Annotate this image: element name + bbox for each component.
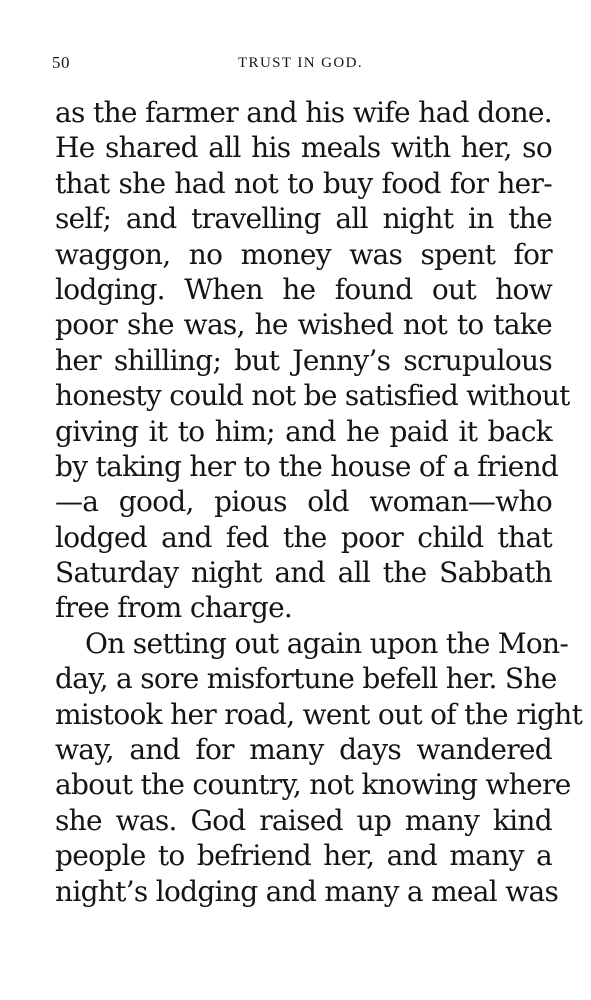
text-line-7: poor she was, he wished not to take [55,308,552,342]
text-line-16: On setting out again upon the Mon- [85,626,569,660]
running-title: TRUST IN GOD. [237,55,363,71]
text-line-14: Saturday night and all the Sabbath [55,556,552,590]
text-line-6: lodging. When he found out how [55,272,552,306]
text-line-3: that she had not to buy food for her- [55,166,552,200]
text-line-10: giving it to him; and he paid it back [55,414,552,448]
text-line-9: honesty could not be satisfied without [55,379,570,413]
running-header [52,52,549,74]
text-line-17: day, a sore misfortune befell her. She [55,662,557,696]
page-number: 50 [52,53,70,72]
text-line-20: about the country, not knowing where [55,768,571,802]
text-line-1: as the farmer and his wife had done. [55,96,552,129]
text-line-15: free from charge. [55,591,293,625]
body-text [55,95,583,909]
text-line-21: she was. God raised up many kind [55,803,552,837]
text-line-12: —a good, pious old woman—who [55,485,552,519]
text-line-13: lodged and fed the poor child that [55,520,552,554]
text-line-8: her shilling; but Jenny’s scrupulous [55,343,552,377]
text-line-11: by taking her to the house of a friend [55,449,559,483]
text-line-19: way, and for many days wandered [55,733,552,767]
text-line-2: He shared all his meals with her, so [55,131,552,165]
text-line-18: mistook her road, went out of the right [55,697,583,731]
text-line-22: people to befriend her, and many a [55,839,552,873]
text-line-4: self; and travelling all night in the [55,202,552,236]
text-line-23: night’s lodging and many a meal was [55,874,559,908]
text-line-5: waggon, no money was spent for [55,237,552,271]
